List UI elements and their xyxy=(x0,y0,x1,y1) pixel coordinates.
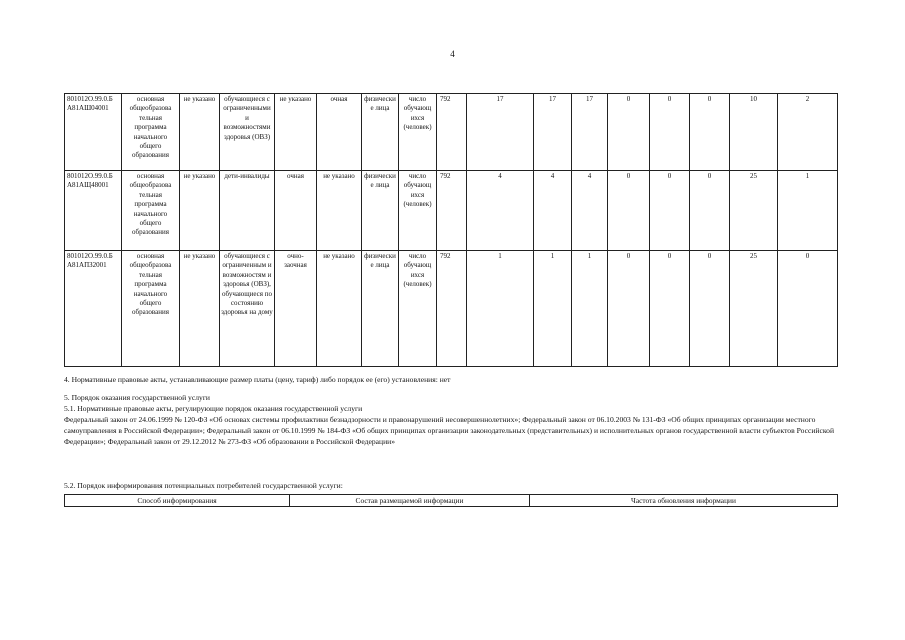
place-cell: очная xyxy=(275,171,317,251)
okei-cell: 792 xyxy=(437,94,467,171)
section-5-2 xyxy=(64,480,844,491)
section-5-1-title: 5.1. Нормативные правовые акты, регулирующие порядок оказания государственной услуги xyxy=(64,404,363,413)
table-row xyxy=(65,251,838,367)
section-5 xyxy=(64,392,844,447)
consumer-cell: физические лица xyxy=(362,94,399,171)
count-cell: 0 xyxy=(778,251,838,367)
section-4-text: 4. Нормативные правовые акты, устанавливающие размер платы (цену, тариф) либо порядок ее (его) установления: нет xyxy=(64,375,451,384)
value-cell: 1 xyxy=(572,251,608,367)
okei-cell: 792 xyxy=(437,251,467,367)
value-cell: 0 xyxy=(608,251,650,367)
registry-code: 801012О.99.0.Б А81АПЗ2001 xyxy=(65,251,122,367)
program-cell: основная общеобразова тельная программа начального общего образования xyxy=(122,94,180,171)
deviation-cell: 25 xyxy=(730,171,778,251)
form-cell: не указано xyxy=(317,251,362,367)
deviation-cell: 25 xyxy=(730,251,778,367)
table-row xyxy=(65,171,838,251)
services-volume-table xyxy=(64,93,838,367)
indicator-cell: число обучающ ихся (человек) xyxy=(399,94,437,171)
okei-cell: 792 xyxy=(437,171,467,251)
standard-cell: не указано xyxy=(180,94,220,171)
indicator-cell: число обучающ ихся (человек) xyxy=(399,251,437,367)
count-cell: 1 xyxy=(778,171,838,251)
section-5-2-title: 5.2. Порядок информирования потенциальных потребителей государственной услуги: xyxy=(64,481,343,490)
info-header-frequency: Частота обновления информации xyxy=(530,495,838,507)
page-number: 4 xyxy=(450,49,455,59)
value-cell: 0 xyxy=(690,171,730,251)
value-cell: 0 xyxy=(608,171,650,251)
info-header-method: Способ информирования xyxy=(65,495,290,507)
section-5-title: 5. Порядок оказания государственной услуги xyxy=(64,393,210,402)
form-cell: очная xyxy=(317,94,362,171)
value-cell: 4 xyxy=(467,171,534,251)
value-cell: 4 xyxy=(572,171,608,251)
section-4 xyxy=(64,374,844,385)
value-cell: 0 xyxy=(608,94,650,171)
standard-cell: не указано xyxy=(180,171,220,251)
standard-cell: не указано xyxy=(180,251,220,367)
value-cell: 0 xyxy=(650,94,690,171)
program-cell: основная общеобразова тельная программа начального общего образования xyxy=(122,251,180,367)
value-cell: 17 xyxy=(467,94,534,171)
value-cell: 17 xyxy=(534,94,572,171)
form-cell: не указано xyxy=(317,171,362,251)
consumer-cell: физические лица xyxy=(362,251,399,367)
category-cell: обучающиеся с ограниченным и возможностям и здоровья (ОВЗ), обучающиеся по состоянию здоровья на дому xyxy=(220,251,275,367)
value-cell: 17 xyxy=(572,94,608,171)
consumer-cell: физические лица xyxy=(362,171,399,251)
registry-code: 801012О.99.0.Б А81АЩ48001 xyxy=(65,171,122,251)
place-cell: очно-заочная xyxy=(275,251,317,367)
info-table-header xyxy=(65,495,838,507)
value-cell: 0 xyxy=(650,251,690,367)
category-cell: дети-инвалиды xyxy=(220,171,275,251)
indicator-cell: число обучающ ихся (человек) xyxy=(399,171,437,251)
info-header-content: Состав размещаемой информации xyxy=(290,495,530,507)
registry-code: 801012О.99.0.Б А81АШ04001 xyxy=(65,94,122,171)
count-cell: 2 xyxy=(778,94,838,171)
info-table xyxy=(64,494,838,507)
value-cell: 0 xyxy=(690,251,730,367)
program-cell: основная общеобразова тельная программа начального общего образования xyxy=(122,171,180,251)
value-cell: 0 xyxy=(650,171,690,251)
section-5-1-text: Федеральный закон от 24.06.1999 № 120-ФЗ «Об основах системы профилактики безнадзорности и правонарушений несовершеннолетних»; Федеральный закон от 06.10.2003 № 131-ФЗ «Об общих принципах организации местного самоуправления в Российской Федерации»; Федеральный закон от 06.10.1999 № 184-ФЗ «Об общих принципах организации законодательных (представительных) и исполнительных органов государственной власти субъектов Российской Федерации»; Федеральный закон от 29.12.2012 № 273-ФЗ «Об образовании в Российской Федерации» xyxy=(64,415,835,446)
table-row xyxy=(65,94,838,171)
value-cell: 0 xyxy=(690,94,730,171)
deviation-cell: 10 xyxy=(730,94,778,171)
value-cell: 1 xyxy=(534,251,572,367)
place-cell: не указано xyxy=(275,94,317,171)
value-cell: 4 xyxy=(534,171,572,251)
category-cell: обучающиеся с ограниченными и возможностями здоровья (ОВЗ) xyxy=(220,94,275,171)
value-cell: 1 xyxy=(467,251,534,367)
